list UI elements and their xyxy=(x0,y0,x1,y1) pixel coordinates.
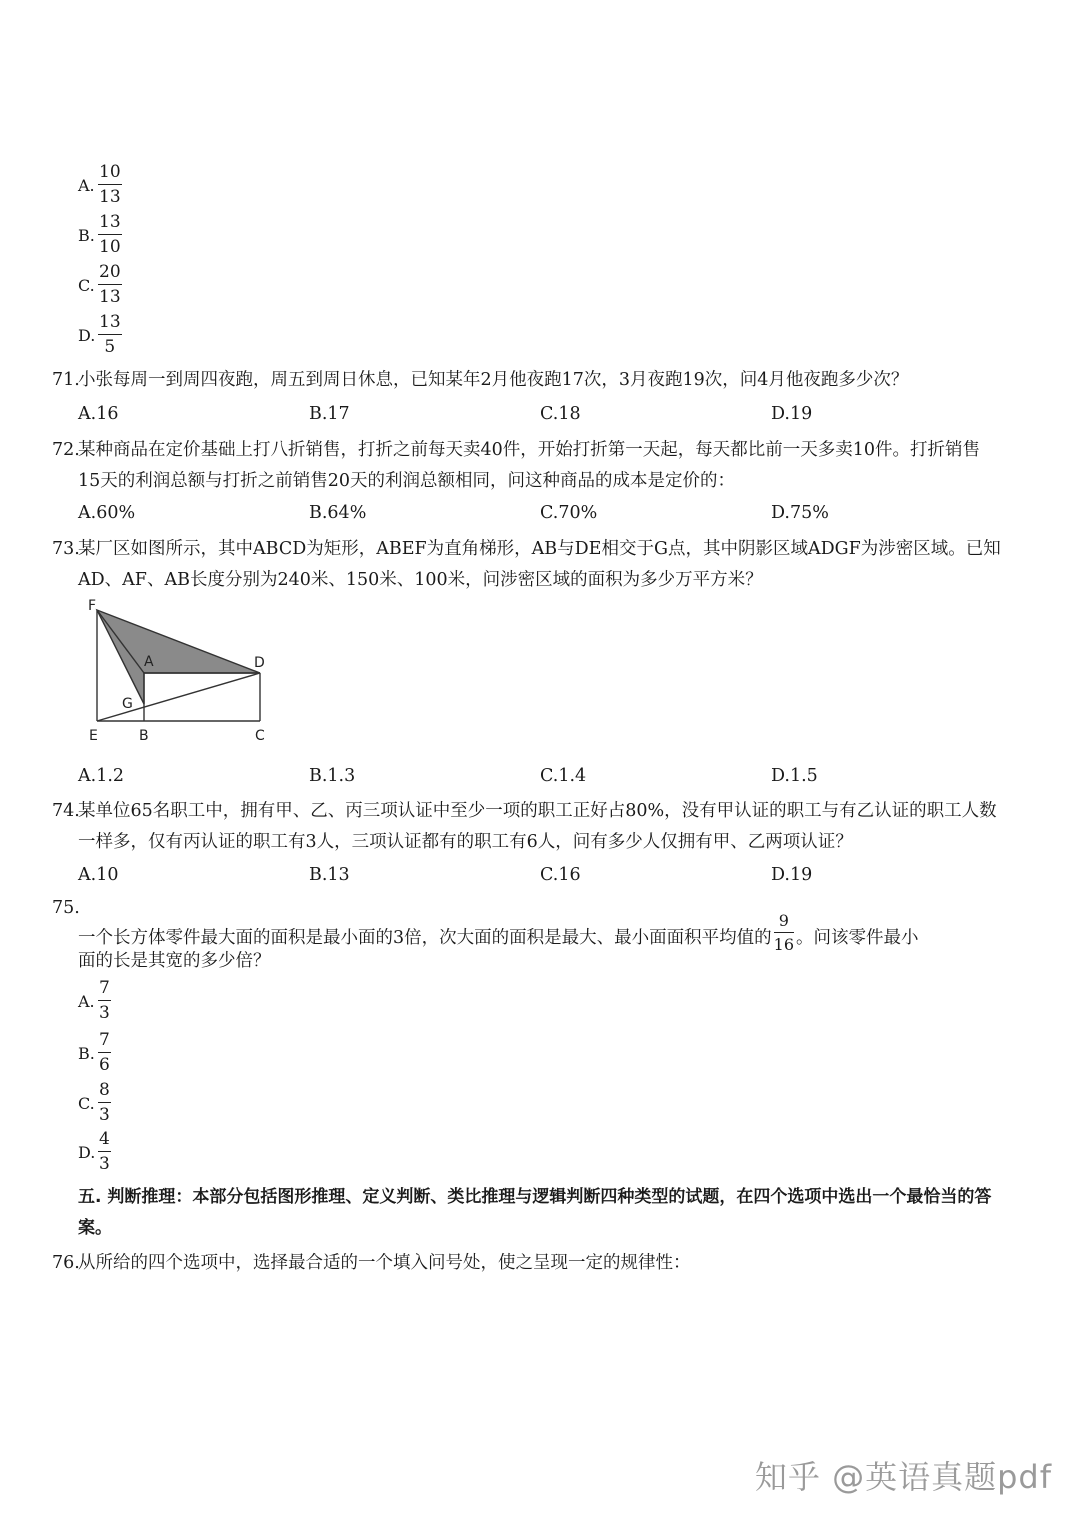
option-a[interactable]: A.16 xyxy=(78,404,119,424)
label-d: D xyxy=(254,655,265,671)
fraction: 10 13 xyxy=(99,162,121,207)
option-c[interactable]: C.18 xyxy=(540,404,581,424)
question-76 xyxy=(52,1248,1002,1279)
fraction: 20 13 xyxy=(99,262,121,307)
label-f: F xyxy=(88,598,97,614)
fraction: 7 3 xyxy=(99,978,110,1023)
label-g: G xyxy=(122,696,133,712)
question-71 xyxy=(52,365,1002,396)
fraction: $\frac{9}{16}$ xyxy=(773,911,794,954)
option-a[interactable]: A.1.2 xyxy=(78,766,125,786)
question-number: 76. xyxy=(52,1253,80,1273)
watermark: 知乎 @英语真题pdf xyxy=(754,1458,1052,1496)
question-text: 从所给的四个选项中，选择最合适的一个填入问号处，使之呈现一定的规律性： xyxy=(78,1253,691,1273)
section-heading: 五. 判断推理：本部分包括图形推理、定义判断、类比推理与逻辑判断四种类型的试题，在四个选项中选出一个最恰当的答案。 xyxy=(78,1187,992,1238)
question-number: 73. xyxy=(52,539,80,559)
option-d[interactable]: D.1.5 xyxy=(771,766,818,786)
option-label: B. xyxy=(78,1044,95,1063)
option-b[interactable]: B.1.3 xyxy=(309,766,356,786)
question-text: 某单位65名职工中，拥有甲、乙、丙三项认证中至少一项的职工正好占80%，没有甲认证的职工与有乙认证的职工人数一样多，仅有丙认证的职工有3人，三项认证都有的职工有6人，问有多少人仅拥有甲、乙两项认证？ xyxy=(78,801,997,852)
option-c[interactable]: C.1.4 xyxy=(540,766,587,786)
option-b[interactable]: B.64% xyxy=(309,503,367,523)
option-a[interactable]: A.60% xyxy=(78,503,136,523)
question-75-line2: 面的长是其宽的多少倍？ xyxy=(78,951,271,971)
question-text: 一个长方体零件最大面的面积是最小面的3倍，次大面的面积是最大、最小面面积平均值的 xyxy=(78,928,772,948)
option-a[interactable]: A.10 xyxy=(78,865,119,885)
option-b[interactable]: B.13 xyxy=(309,865,350,885)
fraction: 4 3 xyxy=(99,1129,110,1174)
option-label: B. xyxy=(78,226,95,245)
label-b: B xyxy=(139,728,149,744)
question-text: 某厂区如图所示，其中ABCD为矩形，ABEF为直角梯形，AB与DE相交于G点，其中阴影区域ADGF为涉密区域。已知AD、AF、AB长度分别为240米、150米、100米，问涉密区域的面积为多少万平方米？ xyxy=(78,539,1001,590)
option-label: C. xyxy=(78,1094,95,1113)
question-number: 72. xyxy=(52,440,80,460)
fraction: 8 3 xyxy=(99,1080,110,1125)
option-label: D. xyxy=(78,1143,96,1162)
question-text: 小张每周一到周四夜跑，周五到周日休息，已知某年2月他夜跑17次，3月夜跑19次，问4月他夜跑多少次？ xyxy=(78,370,909,390)
label-a: A xyxy=(144,654,154,670)
option-label: D. xyxy=(78,326,96,345)
option-d[interactable]: D.75% xyxy=(771,503,829,523)
question-number: 74. xyxy=(52,801,80,821)
label-e: E xyxy=(89,728,98,744)
fraction: 7 6 xyxy=(99,1030,110,1075)
option-label: A. xyxy=(78,992,95,1011)
question-73 xyxy=(52,534,1002,596)
option-c[interactable]: C.70% xyxy=(540,503,598,523)
question-text-tail: 。问该零件最小 xyxy=(796,928,919,948)
question-number: 71. xyxy=(52,370,80,390)
question-72 xyxy=(52,435,1002,497)
question-number: 75. xyxy=(52,898,80,918)
fraction: 13 10 xyxy=(99,212,121,257)
question-text: 某种商品在定价基础上打八折销售，打折之前每天卖40件，开始打折第一天起，每天都比前一天多卖10件。打折销售15天的利润总额与打折之前销售20天的利润总额相同，问这种商品的成本是定价的： xyxy=(78,440,981,491)
option-d[interactable]: D.19 xyxy=(771,404,813,424)
factory-diagram xyxy=(82,592,282,752)
option-c[interactable]: C.16 xyxy=(540,865,581,885)
label-c: C xyxy=(255,728,265,744)
question-74 xyxy=(52,796,1002,858)
option-d[interactable]: D.19 xyxy=(771,865,813,885)
option-b[interactable]: B.17 xyxy=(309,404,350,424)
fraction: 13 5 xyxy=(99,312,121,357)
option-label: C. xyxy=(78,276,95,295)
option-label: A. xyxy=(78,176,95,195)
